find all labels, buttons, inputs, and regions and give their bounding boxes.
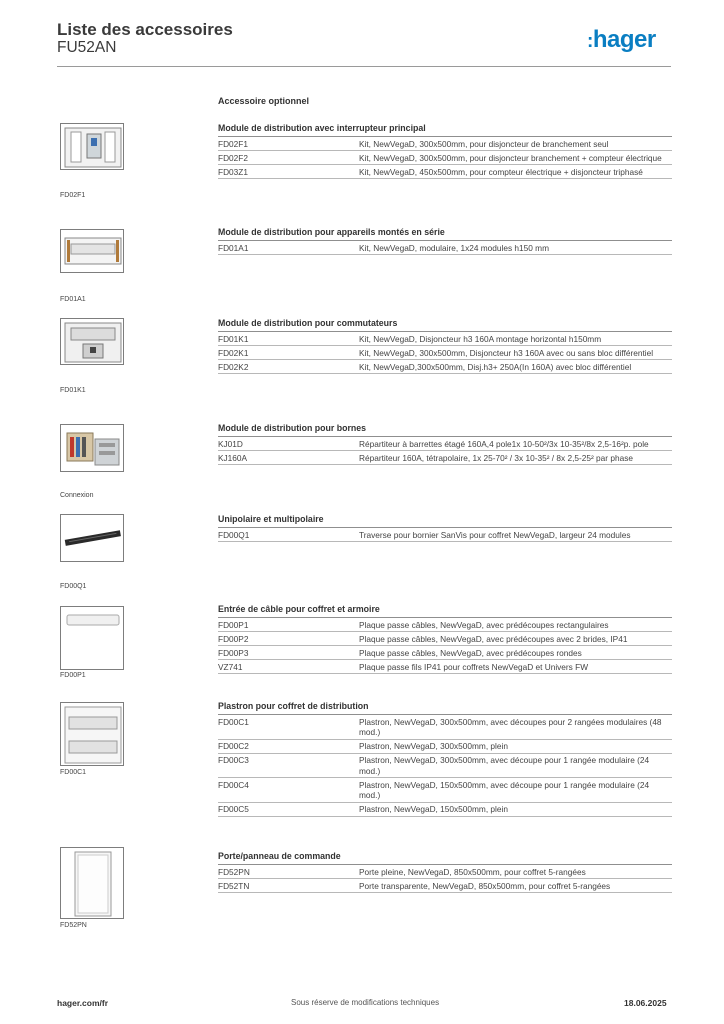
item-ref: FD02F1: [218, 138, 248, 149]
table-row: [218, 803, 672, 817]
section-title: Module de distribution pour commutateurs: [218, 318, 672, 332]
section-title: Module de distribution avec interrupteur principal: [218, 123, 672, 137]
item-description: Kit, NewVegaD, Disjoncteur h3 160A montage horizontal h150mm: [359, 333, 602, 344]
item-description: Plastron, NewVegaD, 300x500mm, avec découpes pour 2 rangées modulaires (48 mod.): [359, 716, 662, 737]
item-ref: FD00C4: [218, 779, 249, 790]
table-row: [218, 137, 672, 151]
image-caption: FD02F1: [60, 192, 86, 199]
footer-website-link[interactable]: hager.com/fr: [57, 998, 109, 1008]
table-row: [218, 740, 672, 754]
item-ref: VZ741: [218, 661, 243, 672]
item-description: Plastron, NewVegaD, 150x500mm, plein: [359, 804, 508, 814]
product-reference: FU52AN: [57, 39, 117, 56]
item-description: Répartiteur 160A, tétrapolaire, 1x 25-70² / 3x 10-35² / 8x 2,5-25² par phase: [359, 452, 633, 463]
item-description: Plaque passe fils IP41 pour coffrets NewVegaD et Univers FW: [359, 661, 589, 672]
section-cable-entry: [218, 604, 672, 674]
item-ref: FD00C2: [218, 741, 249, 751]
footer-notice: Sous réserve de modifications techniques: [291, 998, 440, 1007]
image-caption: FD00C1: [60, 769, 87, 776]
section-title: Porte/panneau de commande: [218, 851, 672, 865]
table-row: [218, 437, 672, 451]
item-ref: FD02K1: [218, 347, 249, 358]
item-description: Kit, NewVegaD,300x500mm, Disj.h3+ 250A(In 160A) avec bloc différentiel: [359, 361, 632, 372]
main-heading: Accessoire optionnel: [218, 96, 310, 106]
section-title: Unipolaire et multipolaire: [218, 514, 672, 528]
product-image-fd01k1: [60, 318, 124, 365]
header-divider: [57, 66, 671, 67]
section-title: Plastron pour coffret de distribution: [218, 701, 672, 715]
item-ref: FD01A1: [218, 242, 249, 253]
item-ref: KJ160A: [218, 452, 248, 463]
item-description: Plaque passe câbles, NewVegaD, avec prédécoupes rondes: [359, 647, 582, 658]
section-series-devices: [218, 227, 672, 255]
product-image-fd52pn: [60, 847, 124, 919]
table-row: [218, 165, 672, 179]
item-ref: FD52PN: [218, 866, 250, 877]
item-ref: FD00P3: [218, 647, 249, 658]
table-row: [218, 346, 672, 360]
section-main-switch: [218, 123, 672, 179]
item-ref: FD00C3: [218, 755, 249, 765]
item-ref: FD03Z1: [218, 166, 248, 177]
item-ref: FD02K2: [218, 361, 249, 372]
item-ref: FD00C5: [218, 804, 249, 814]
table-row: [218, 151, 672, 165]
table-row: [218, 715, 672, 740]
item-description: Plaque passe câbles, NewVegaD, avec prédécoupes rectangulaires: [359, 619, 609, 630]
image-caption: FD00Q1: [60, 583, 87, 590]
item-description: Kit, NewVegaD, modulaire, 1x24 modules h150 mm: [359, 242, 550, 253]
section-terminals: [218, 423, 672, 465]
item-ref: KJ01D: [218, 438, 243, 449]
product-image-fd01a1: [60, 229, 124, 273]
page-title: Liste des accessoires: [57, 20, 233, 39]
table-row: [218, 879, 672, 893]
section-title: Entrée de câble pour coffret et armoire: [218, 604, 672, 618]
section-title: Module de distribution pour appareils montés en série: [218, 227, 672, 241]
section-poles: [218, 514, 672, 542]
item-ref: FD00Q1: [218, 529, 250, 540]
table-row: [218, 646, 672, 660]
logo-text: hager: [592, 26, 656, 53]
table-row: [218, 778, 672, 803]
item-description: Kit, NewVegaD, 300x500mm, pour disjoncteur branchement + compteur électrique: [359, 152, 662, 163]
table-row: [218, 618, 672, 632]
image-caption: FD01K1: [60, 387, 86, 394]
item-ref: FD00C1: [218, 716, 249, 727]
section-title: Module de distribution pour bornes: [218, 423, 672, 437]
table-row: [218, 754, 672, 779]
image-caption: Connexion: [60, 492, 94, 499]
footer-date: 18.06.2025: [624, 998, 667, 1008]
item-description: Plaque passe câbles, NewVegaD, avec prédécoupes avec 2 brides, IP41: [359, 633, 628, 644]
table-row: [218, 241, 672, 255]
product-image-fd00c1: [60, 702, 124, 766]
table-row: [218, 660, 672, 674]
product-image-fd02f1: [60, 123, 124, 170]
section-front-plates: [218, 701, 672, 817]
table-row: [218, 360, 672, 374]
image-caption: FD00P1: [60, 672, 86, 679]
table-row: [218, 332, 672, 346]
item-description: Kit, NewVegaD, 300x500mm, pour disjoncteur de branchement seul: [359, 138, 609, 149]
product-image-fd00p1: [60, 606, 124, 670]
item-description: Traverse pour bornier SanVis pour coffret NewVegaD, largeur 24 modules: [359, 529, 631, 540]
item-ref: FD01K1: [218, 333, 249, 344]
item-description: Plastron, NewVegaD, 150x500mm, avec découpe pour 1 rangée modulaire (24 mod.): [359, 779, 650, 800]
section-door-panel: [218, 851, 672, 893]
section-switches: [218, 318, 672, 374]
item-description: Porte transparente, NewVegaD, 850x500mm, pour coffret 5-rangées: [359, 880, 611, 891]
hager-logo: :hager: [587, 26, 656, 53]
item-description: Plastron, NewVegaD, 300x500mm, avec découpe pour 1 rangée modulaire (24 mod.): [359, 755, 650, 776]
item-ref: FD52TN: [218, 880, 250, 891]
item-description: Kit, NewVegaD, 450x500mm, pour compteur électrique + disjoncteur triphasé: [359, 166, 643, 177]
item-ref: FD00P2: [218, 633, 249, 644]
item-ref: FD02F2: [218, 152, 248, 163]
product-image-connexion: [60, 424, 124, 472]
item-description: Porte pleine, NewVegaD, 850x500mm, pour coffret 5-rangées: [359, 866, 586, 877]
item-description: Plastron, NewVegaD, 300x500mm, plein: [359, 741, 508, 751]
table-row: [218, 451, 672, 465]
image-caption: FD52PN: [60, 922, 87, 929]
table-row: [218, 865, 672, 879]
item-ref: FD00P1: [218, 619, 249, 630]
product-image-fd00q1: [60, 514, 124, 562]
image-caption: FD01A1: [60, 296, 86, 303]
table-row: [218, 528, 672, 542]
item-description: Kit, NewVegaD, 300x500mm, Disjoncteur h3 160A avec ou sans bloc différentiel: [359, 347, 654, 358]
table-row: [218, 632, 672, 646]
item-description: Répartiteur à barrettes étagé 160A,4 pole1x 10-50²/3x 10-35²/8x 2,5-16²p. pole: [359, 438, 649, 449]
